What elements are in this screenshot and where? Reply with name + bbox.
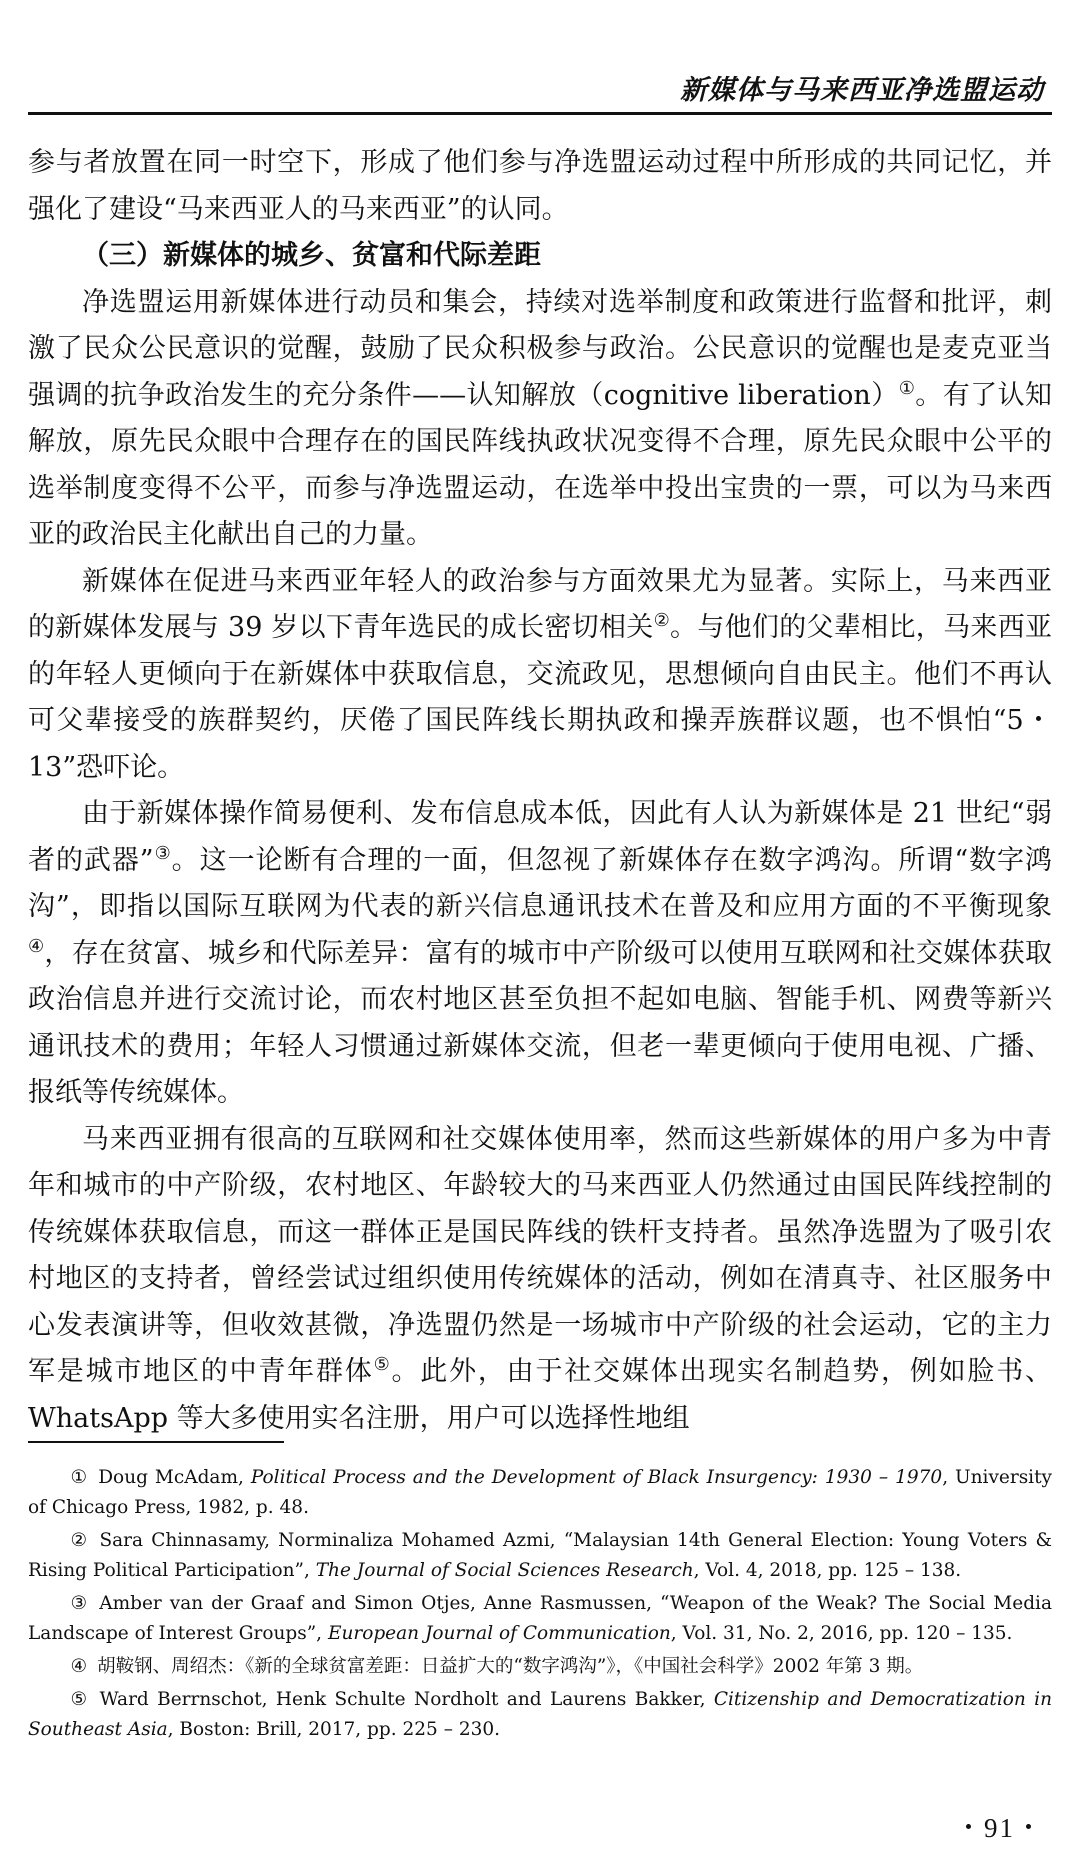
paragraph-cognitive-liberation [28,280,1052,559]
footnote-text: Amber van der Graaf and Simon Otjes, Anne Rasmussen, “Weapon of the Weak? The Social Media Landscape of Interest Groups”, [28,1593,1052,1644]
footnote-3 [28,1589,1052,1649]
footnote-number: ④ [70,1656,88,1677]
footnote-text: , Vol. 4, 2018, pp. 125 – 138. [693,1560,962,1581]
footnote-marker-4[interactable]: ④ [28,935,45,957]
running-title: 新媒体与马来西亚净选盟运动 [680,75,1044,106]
footnote-marker-1[interactable]: ① [898,377,916,399]
footnote-number: ② [70,1530,90,1551]
footnote-text: , Vol. 31, No. 2, 2016, pp. 120 – 135. [670,1623,1013,1644]
paragraph-digital-divide [28,791,1052,1117]
paragraph-text: ，存在贫富、城乡和代际差异：富有的城市中产阶级可以使用互联网和社交媒体获取政治信息并进行交流讨论，而农村地区甚至负担不起如电脑、智能手机、网费等新兴通讯技术的费用；年轻人习惯通过新媒体交流，但老一辈更倾向于使用电视、广播、报纸等传统媒体。 [28,937,1053,1108]
paragraph-continued [28,140,1052,233]
paragraph-media-usage [28,1117,1052,1443]
paragraph-text: 。这一论断有合理的一面，但忽视了新媒体存在数字鸿沟。所谓“数字鸿沟”，即指以国际互联网为代表的新兴信息通讯技术在普及和应用方面的不平衡现象 [28,844,1052,922]
footnotes [28,1463,1052,1748]
footnote-text: , University of Chicago Press, 1982, p. 48. [28,1467,1052,1518]
footnote-1 [28,1463,1052,1523]
running-header [28,62,1052,115]
paragraph-text: 马来西亚拥有很高的互联网和社交媒体使用率，然而这些新媒体的用户多为中青年和城市的中产阶级，农村地区、年龄较大的马来西亚人仍然通过由国民阵线控制的传统媒体获取信息，而这一群体正是国民阵线的铁杆支持者。虽然净选盟为了吸引农村地区的支持者，曾经尝试过组织使用传统媒体的活动，例如在清真寺、社区服务中心发表演讲等，但收效甚微，净选盟仍然是一场城市中产阶级的社会运动，它的主力军是城市地区的中青年群体 [28,1123,1052,1387]
footnote-4 [28,1652,1052,1682]
body-text [28,140,1052,1442]
section-heading: （三）新媒体的城乡、贫富和代际差距 [82,240,541,271]
footnote-divider [28,1441,284,1443]
footnote-5 [28,1685,1052,1745]
footnote-title: Citizenship and Democratization in Southeast Asia [28,1689,1053,1740]
paragraph-young-voters [28,559,1052,792]
paragraph-text: 参与者放置在同一时空下，形成了他们参与净选盟运动过程中所形成的共同记忆，并强化了建设“马来西亚人的马来西亚”的认同。 [28,147,1052,225]
paragraph-text: 净选盟运用新媒体进行动员和集会，持续对选举制度和政策进行监督和批评，刺激了民众公民意识的觉醒，鼓励了民众积极参与政治。公民意识的觉醒也是麦克亚当强调的抗争政治发生的充分条件——认知解放（cognitive liberation） [28,286,1052,411]
footnote-text: Sara Chinnasamy, Norminaliza Mohamed Azmi, “Malaysian 14th General Election: Young Voters & Rising Political Participation”, [28,1530,1052,1581]
paragraph-text: 。此外，由于社交媒体出现实名制趋势，例如脸书、WhatsApp 等大多使用实名注册，用户可以选择性地组 [28,1356,1053,1434]
footnote-text: 胡鞍钢、周绍杰：《新的全球贫富差距：日益扩大的“数字鸿沟”》，《中国社会科学》2002 年第 3 期。 [97,1656,924,1677]
footnote-marker-3[interactable]: ③ [153,842,172,864]
footnote-text: , Boston: Brill, 2017, pp. 225 – 230. [167,1719,501,1740]
footnote-number: ⑤ [70,1689,90,1710]
footnote-number: ③ [70,1593,90,1614]
footnote-title: Political Process and the Development of Black Insurgency: 1930 – 1970 [250,1467,943,1488]
paragraph-text: 。有了认知解放，原先民众眼中合理存在的国民阵线执政状况变得不合理，原先民众眼中公平的选举制度变得不公平，而参与净选盟运动，在选举中投出宝贵的一票，可以为马来西亚的政治民主化献出自己的力量。 [28,379,1053,550]
footnote-title: European Journal of Communication [327,1623,671,1644]
footnote-text: Doug McAdam, [98,1467,251,1488]
footnote-marker-2[interactable]: ② [653,610,671,631]
paragraph-text: 由于新媒体操作简易便利、发布信息成本低，因此有人认为新媒体是 21 世纪“弱者的武器” [28,798,1052,876]
page-number: ・91・ [955,1813,1044,1843]
footnote-marker-5[interactable]: ⑤ [373,1354,392,1375]
footnote-text: Ward Berrnschot, Henk Schulte Nordholt and Laurens Bakker, [99,1689,714,1710]
footnote-2 [28,1526,1052,1586]
footnote-title: The Journal of Social Sciences Research [315,1560,694,1581]
paragraph-text: 。与他们的父辈相比，马来西亚的年轻人更倾向于在新媒体中获取信息，交流政见，思想倾向自由民主。他们不再认可父辈接受的族群契约，厌倦了国民阵线长期执政和操弄族群议题，也不惧怕“5・13”恐吓论。 [28,612,1052,783]
footnote-number: ① [70,1467,89,1488]
paragraph-text: 新媒体在促进马来西亚年轻人的政治参与方面效果尤为显著。实际上，马来西亚的新媒体发展与 39 岁以下青年选民的成长密切相关 [28,565,1052,643]
